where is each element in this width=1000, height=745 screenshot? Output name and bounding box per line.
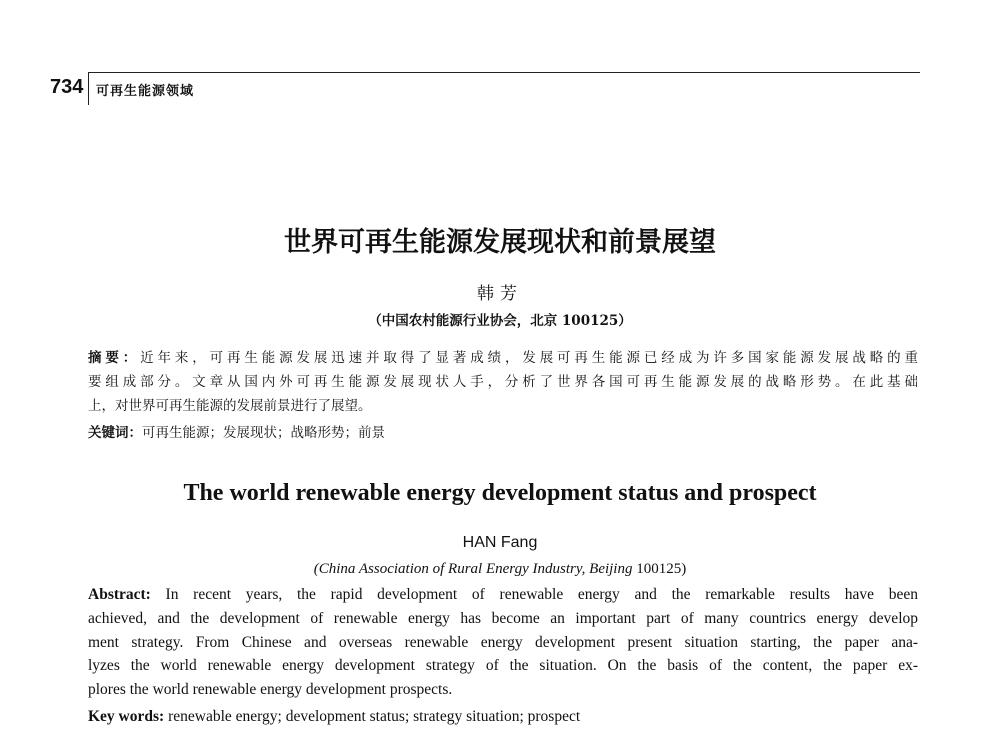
journal-section: 可再生能源领域 <box>96 84 195 99</box>
english-abstract-line: plores the world renewable energy development prospects. <box>88 681 453 698</box>
english-abstract-line: Abstract: In recent years, the rapid development of renewable energy and the remarkable results have been <box>88 586 918 603</box>
english-abstract-line: ment strategy. From Chinese and overseas renewable energy development present situation starting, the paper ana- <box>88 634 918 651</box>
chinese-affiliation: （中国农村能源行业协会，北京 100125） <box>368 313 632 329</box>
chinese-keywords: 关键词：可再生能源；发展现状；战略形势；前景 <box>88 425 385 441</box>
english-affiliation: (China Association of Rural Energy Industry, Beijing 100125) <box>313 561 687 577</box>
english-abstract-line: lyzes the world renewable energy development strategy of the situation. On the basis of the content, the paper ex- <box>88 657 918 674</box>
chinese-keywords-label: 关键词： <box>88 425 142 441</box>
chinese-title: 世界可再生能源发展现状和前景展望 <box>284 227 716 258</box>
english-abstract-label: Abstract: <box>88 586 151 603</box>
english-keywords-label: Key words: <box>88 708 165 725</box>
english-title: The world renewable energy development status and prospect <box>183 480 817 506</box>
chinese-author: 韩芳 <box>477 284 523 304</box>
page-number: 734 <box>50 76 84 98</box>
header-rule <box>88 72 920 73</box>
english-keywords: Key words: renewable energy; development status; strategy situation; prospect <box>88 708 581 725</box>
english-abstract-line: achieved, and the development of renewable energy has become an important part of many countrics energy develop <box>88 610 918 627</box>
chinese-abstract-line: 上，对世界可再生能源的发展前景进行了展望。 <box>88 398 372 414</box>
header-divider <box>88 72 89 105</box>
english-author: HAN Fang <box>462 534 538 551</box>
chinese-abstract-label: 摘要： <box>88 350 141 366</box>
chinese-abstract-line: 摘要：近年来，可再生能源发展迅速并取得了显著成绩，发展可再生能源已经成为许多国家能源发展战略的重 <box>88 350 919 366</box>
chinese-abstract-line: 要组成部分。文章从国内外可再生能源发展现状人手，分析了世界各国可再生能源发展的战略形势。在此基础 <box>88 374 918 390</box>
